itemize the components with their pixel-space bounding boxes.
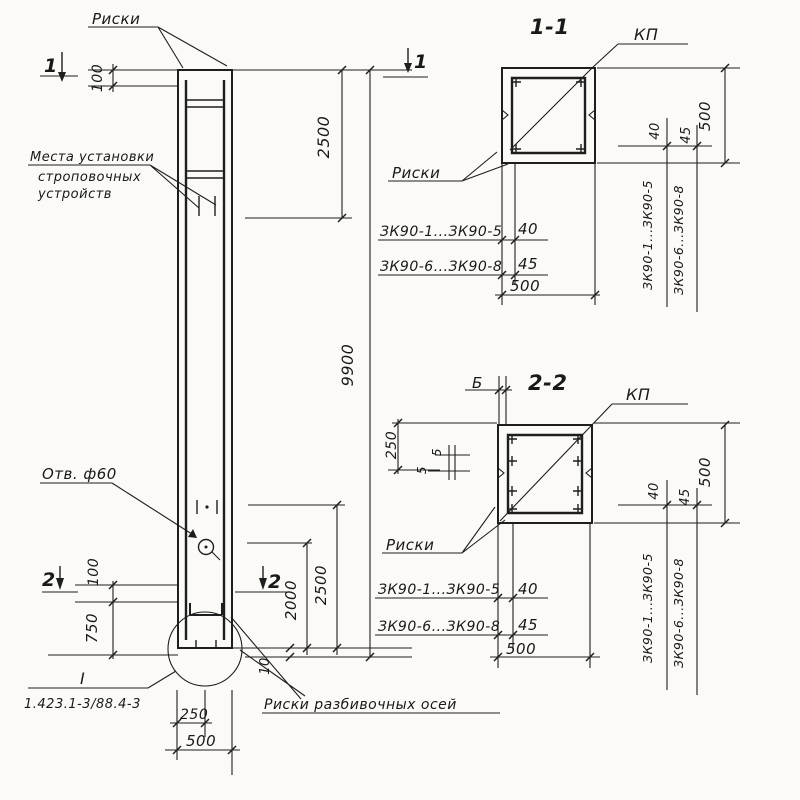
section-1-1-right-dims bbox=[597, 68, 740, 312]
section-marker-2-right: 2 bbox=[268, 571, 282, 593]
section-2-2-dim-width: 500 bbox=[506, 640, 537, 658]
section-1-1-side-marks-1: ЗК90-1...ЗК90-5 bbox=[640, 180, 655, 290]
column-rebar bbox=[186, 80, 224, 640]
elevation-leaders bbox=[28, 27, 503, 713]
section-2-2-row1-cover: 40 bbox=[518, 580, 539, 598]
section-2-2-b-label: Б bbox=[472, 374, 483, 392]
dim-lower-100: 100 bbox=[86, 557, 102, 587]
column-elevation bbox=[168, 70, 242, 686]
column-stirrups bbox=[186, 100, 224, 648]
dim-total-9900: 9900 bbox=[338, 343, 357, 387]
section-1-1-riski-label: Риски bbox=[392, 164, 441, 182]
section-1-1-dim-width: 500 bbox=[510, 277, 541, 295]
section-1-1-kp-label: КП bbox=[634, 25, 659, 44]
section-1-1-stirrup bbox=[512, 78, 585, 153]
dim-lower-750: 750 bbox=[83, 612, 101, 644]
riski-top-label: Риски bbox=[92, 10, 141, 28]
section-2-2-side-marks-2: ЗК90-6...ЗК90-8 bbox=[671, 558, 686, 668]
section-cut-markers bbox=[56, 48, 412, 590]
section-2-2-notches bbox=[498, 468, 592, 478]
section-2-2-offset-45: 45 bbox=[678, 488, 693, 506]
section-marker-1-right: 1 bbox=[414, 51, 428, 73]
dim-top-100: 100 bbox=[90, 63, 106, 93]
dim-width-500: 500 bbox=[186, 732, 217, 750]
section-1-1-bars bbox=[511, 77, 586, 154]
dim-axis-250: 250 bbox=[180, 707, 209, 723]
section-1-1-offset-40: 40 bbox=[648, 122, 663, 140]
section-marker-2-left: 2 bbox=[42, 569, 56, 591]
axes-riski-label: Риски разбивочных осей bbox=[264, 697, 457, 713]
dim-lower-2000: 2000 bbox=[282, 579, 300, 621]
strop-dot bbox=[205, 505, 208, 508]
dim-lower-2500: 2500 bbox=[312, 564, 330, 606]
section-2-2-title: 2-2 bbox=[528, 371, 568, 395]
section-1-1-row2-cover: 45 bbox=[518, 255, 539, 273]
section-2-2-dim-250: 250 bbox=[384, 430, 400, 460]
strop-label-line2: строповочных bbox=[38, 170, 142, 185]
section-2-2-right-dims bbox=[594, 423, 740, 695]
section-2-2-dim-height: 500 bbox=[696, 456, 714, 488]
section-1-1-title: 1-1 bbox=[530, 15, 570, 39]
section-2-2-side-marks-1: ЗК90-1...ЗК90-5 bbox=[640, 553, 655, 663]
section-2-2-row2-cover: 45 bbox=[518, 616, 539, 634]
section-1-1-row1-cover: 40 bbox=[518, 220, 539, 238]
section-2-2-kp-leader bbox=[500, 404, 688, 521]
section-2-2-offset-40: 40 bbox=[647, 482, 662, 500]
section-2-2-dim-5-upper: 5 bbox=[430, 447, 444, 457]
section-2-2-row2-marks: ЗК90-6...ЗК90-8 bbox=[378, 619, 501, 635]
dim-base-10: 10 bbox=[258, 657, 273, 675]
section-2-2-kp-label: КП bbox=[626, 385, 651, 404]
section-2-2-row1-marks: ЗК90-1...ЗК90-5 bbox=[378, 582, 501, 598]
detail-ref-roman: I bbox=[80, 669, 86, 688]
hole-center-dot bbox=[205, 546, 208, 549]
hole-label: Отв. ф60 bbox=[42, 465, 117, 483]
section-1-1-row2-marks: ЗК90-6...ЗК90-8 bbox=[380, 259, 503, 275]
strop-label-line1: Места установки bbox=[30, 150, 155, 165]
strop-label-line3: устройств bbox=[38, 187, 112, 202]
section-1-1-dim-height: 500 bbox=[696, 100, 714, 132]
section-1-1-offset-45: 45 bbox=[679, 126, 694, 144]
section-marker-1-left: 1 bbox=[44, 55, 58, 77]
section-2-2-riski-label: Риски bbox=[386, 536, 435, 554]
detail-ref-series: 1.423.1-3/88.4-3 bbox=[24, 697, 141, 712]
dim-upper-2500: 2500 bbox=[314, 115, 333, 159]
section-1-1-side-marks-2: ЗК90-6...ЗК90-8 bbox=[671, 185, 686, 295]
section-1-1-row1-marks: ЗК90-1...ЗК90-5 bbox=[380, 224, 503, 240]
section-2-2-dim-5-lower: 5 bbox=[415, 465, 429, 475]
